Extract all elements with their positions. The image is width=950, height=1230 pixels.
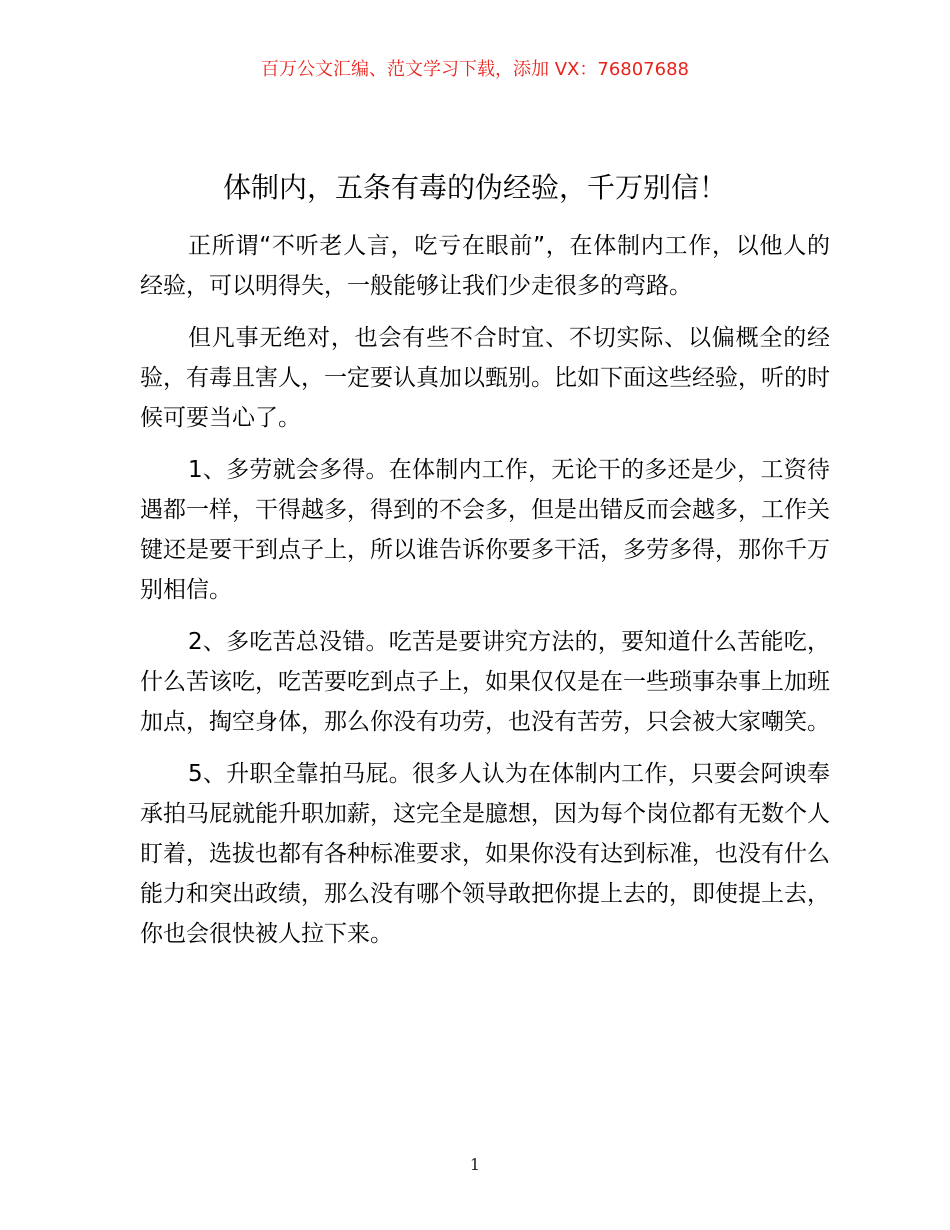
paragraph-item-1: 1、多劳就会多得。在体制内工作，无论干的多还是少，工资待遇都一样，干得越多，得到的不会多，但是出错反而会越多，工作关键还是要干到点子上，所以谁告诉你要多干活，多劳多得，那你千万别相信。 — [140, 457, 830, 603]
paragraph-item-5: 5、升职全靠拍马屁。很多人认为在体制内工作，只要会阿谀奉承拍马屁就能升职加薪，这完全是臆想，因为每个岗位都有无数个人盯着，选拔也都有各种标准要求，如果你没有达到标准，也没有什么能力和突出政绩，那么没有哪个领导敢把你提上去的，即使提上去，你也会很快被人拉下来。 — [140, 761, 830, 947]
paragraph-caution: 但凡事无绝对，也会有些不合时宜、不切实际、以偏概全的经验，有毒且害人，一定要认真加以甄别。比如下面这些经验，听的时候可要当心了。 — [140, 325, 830, 431]
paragraph-intro: 正所谓“不听老人言，吃亏在眼前”，在体制内工作，以他人的经验，可以明得失，一般能够让我们少走很多的弯路。 — [140, 233, 830, 299]
document-body — [140, 226, 830, 966]
paragraph-item-2: 2、多吃苦总没错。吃苦是要讲究方法的，要知道什么苦能吃，什么苦该吃，吃苦要吃到点子上，如果仅仅是在一些琐事杂事上加班加点，掏空身体，那么你没有功劳，也没有苦劳，只会被大家嘲笑。 — [140, 629, 830, 735]
page-number: 1 — [469, 1155, 481, 1174]
document-title: 体制内，五条有毒的伪经验，千万别信！ — [222, 171, 727, 204]
header-watermark: 百万公文汇编、范文学习下载，添加 VX：76807688 — [261, 59, 689, 80]
